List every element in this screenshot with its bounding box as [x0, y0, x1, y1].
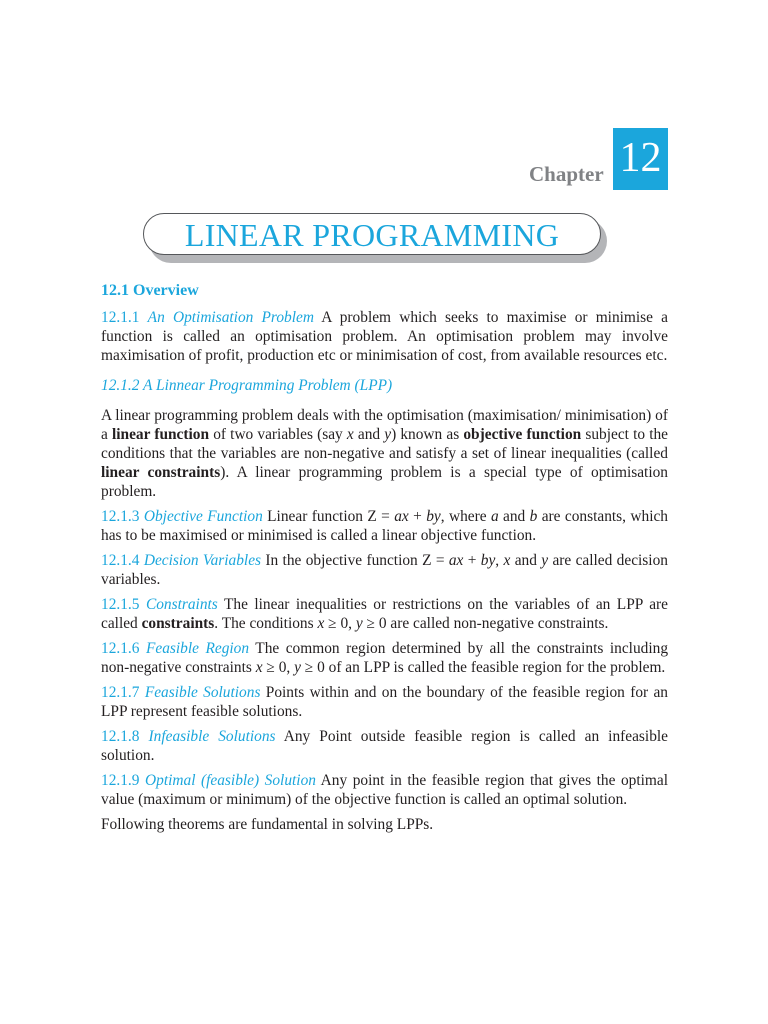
bold-term: linear function — [111, 426, 210, 443]
subsection-number: 12.1.1 — [101, 309, 148, 326]
text-run: are called decision variables. — [101, 552, 668, 588]
subsection-number: 12.1.3 — [101, 508, 144, 525]
chapter-title: LINEAR PROGRAMMING — [184, 217, 560, 253]
subsection-12-1-8 — [101, 727, 668, 765]
closing-sentence: Following theorems are fundamental in solving LPPs. — [101, 816, 434, 833]
math-variable: by — [426, 508, 441, 525]
subsection-term: Objective Function — [143, 508, 263, 525]
subsection-number: 12.1.4 — [101, 552, 144, 569]
subsection-12-1-2-body — [101, 406, 668, 501]
math-variable: y — [355, 615, 363, 632]
subsection-12-1-3 — [101, 507, 668, 545]
math-variable: y — [541, 552, 549, 569]
text-run: subject to the conditions that the variables are non-negative and satisfy a set of linear inequalities (called — [101, 426, 668, 462]
text-run: ≥ 0 are called non-negative constraints. — [362, 615, 609, 632]
text-run: ) known as — [391, 426, 464, 443]
subsection-text: Any Point outside feasible region is called an infeasible solution. — [101, 728, 668, 764]
text-run: ≥ 0, — [262, 659, 295, 676]
bold-term: linear constraints — [101, 464, 221, 481]
subsection-number: 12.1.8 — [101, 728, 149, 745]
math-variable: x — [255, 659, 263, 676]
subsection-term: Feasible Solutions — [144, 684, 261, 701]
math-variable: by — [480, 552, 496, 569]
subsection-12-1-9 — [101, 771, 668, 809]
text-run: + — [408, 508, 427, 525]
subsection-text: Any point in the feasible region that gives the optimal value (maximum or minimum) of the objective function is called an optimal solution. — [101, 772, 668, 808]
subsection-number: 12.1.9 — [101, 772, 146, 789]
subsection-text: Points within and on the boundary of the feasible region for an LPP represent feasible solutions. — [101, 684, 669, 720]
bold-term: objective function — [463, 426, 582, 443]
text-run: The common region determined by all the constraints including non-negative constraints — [101, 640, 669, 676]
subsection-12-1-5 — [101, 595, 668, 633]
subsection-term: Infeasible Solutions — [148, 728, 276, 745]
text-run: of two variables (say — [209, 426, 347, 443]
math-variable: y — [384, 426, 392, 443]
text-run: In the objective function Z = — [261, 552, 449, 569]
math-variable: a — [490, 508, 499, 525]
subsection-12-1-6 — [101, 639, 668, 677]
chapter-number-box: 12 — [613, 128, 668, 190]
chapter-label: Chapter — [529, 162, 604, 186]
subsection-12-1-2-heading: 12.1.2 A Linnear Programming Problem (LPP) — [101, 377, 393, 394]
section-heading: 12.1 Overview — [101, 282, 199, 299]
math-variable: ax — [394, 508, 409, 525]
text-run: Linear function Z = — [262, 508, 395, 525]
subsection-text: A problem which seeks to maximise or minimise a function is called an optimisation problem. An optimisation problem may involve maximisation of profit, production etc or minimisation of cost, from available resources etc. — [101, 309, 668, 364]
subsection-number: 12.1.5 — [101, 596, 146, 613]
text-run: + — [463, 552, 481, 569]
text-run: A linear programming problem deals with the optimisation (maximisation/ minimisation) of a — [101, 407, 668, 443]
text-run: , where — [440, 508, 491, 525]
page-body — [101, 281, 668, 834]
text-run: and — [510, 552, 542, 569]
subsection-term: Optimal (feasible) Solution — [145, 772, 316, 789]
subsection-number: 12.1.7 — [101, 684, 145, 701]
subsection-term: Feasible Region — [145, 640, 250, 657]
math-variable: y — [294, 659, 301, 676]
text-run: and — [498, 508, 530, 525]
text-run: are constants, which has to be maximised or minimised is called a linear objective function. — [101, 508, 668, 544]
subsection-12-1-7 — [101, 683, 668, 721]
math-variable: b — [529, 508, 538, 525]
subsection-term: Decision Variables — [143, 552, 262, 569]
text-run: and — [353, 426, 385, 443]
math-variable: x — [346, 426, 354, 443]
text-run: ≥ 0 of an LPP is called the feasible region for the problem. — [300, 659, 666, 676]
subsection-term: Constraints — [145, 596, 218, 613]
subsection-number: 12.1.6 — [101, 640, 146, 657]
text-run: , — [495, 552, 504, 569]
text-run: . The conditions — [214, 615, 318, 632]
math-variable: ax — [448, 552, 464, 569]
math-variable: x — [317, 615, 325, 632]
text-run: ≥ 0, — [324, 615, 356, 632]
subsection-12-1-1 — [101, 308, 668, 365]
text-run: ). A linear programming problem is a special type of optimisation problem. — [101, 464, 668, 500]
text-run: The linear inequalities or restrictions on the variables of an LPP are called — [101, 596, 669, 632]
bold-term: constraints — [141, 615, 215, 632]
chapter-title-banner — [143, 213, 610, 263]
subsection-term: An Optimisation Problem — [147, 309, 314, 326]
subsection-12-1-4 — [101, 551, 668, 589]
math-variable: x — [503, 552, 511, 569]
